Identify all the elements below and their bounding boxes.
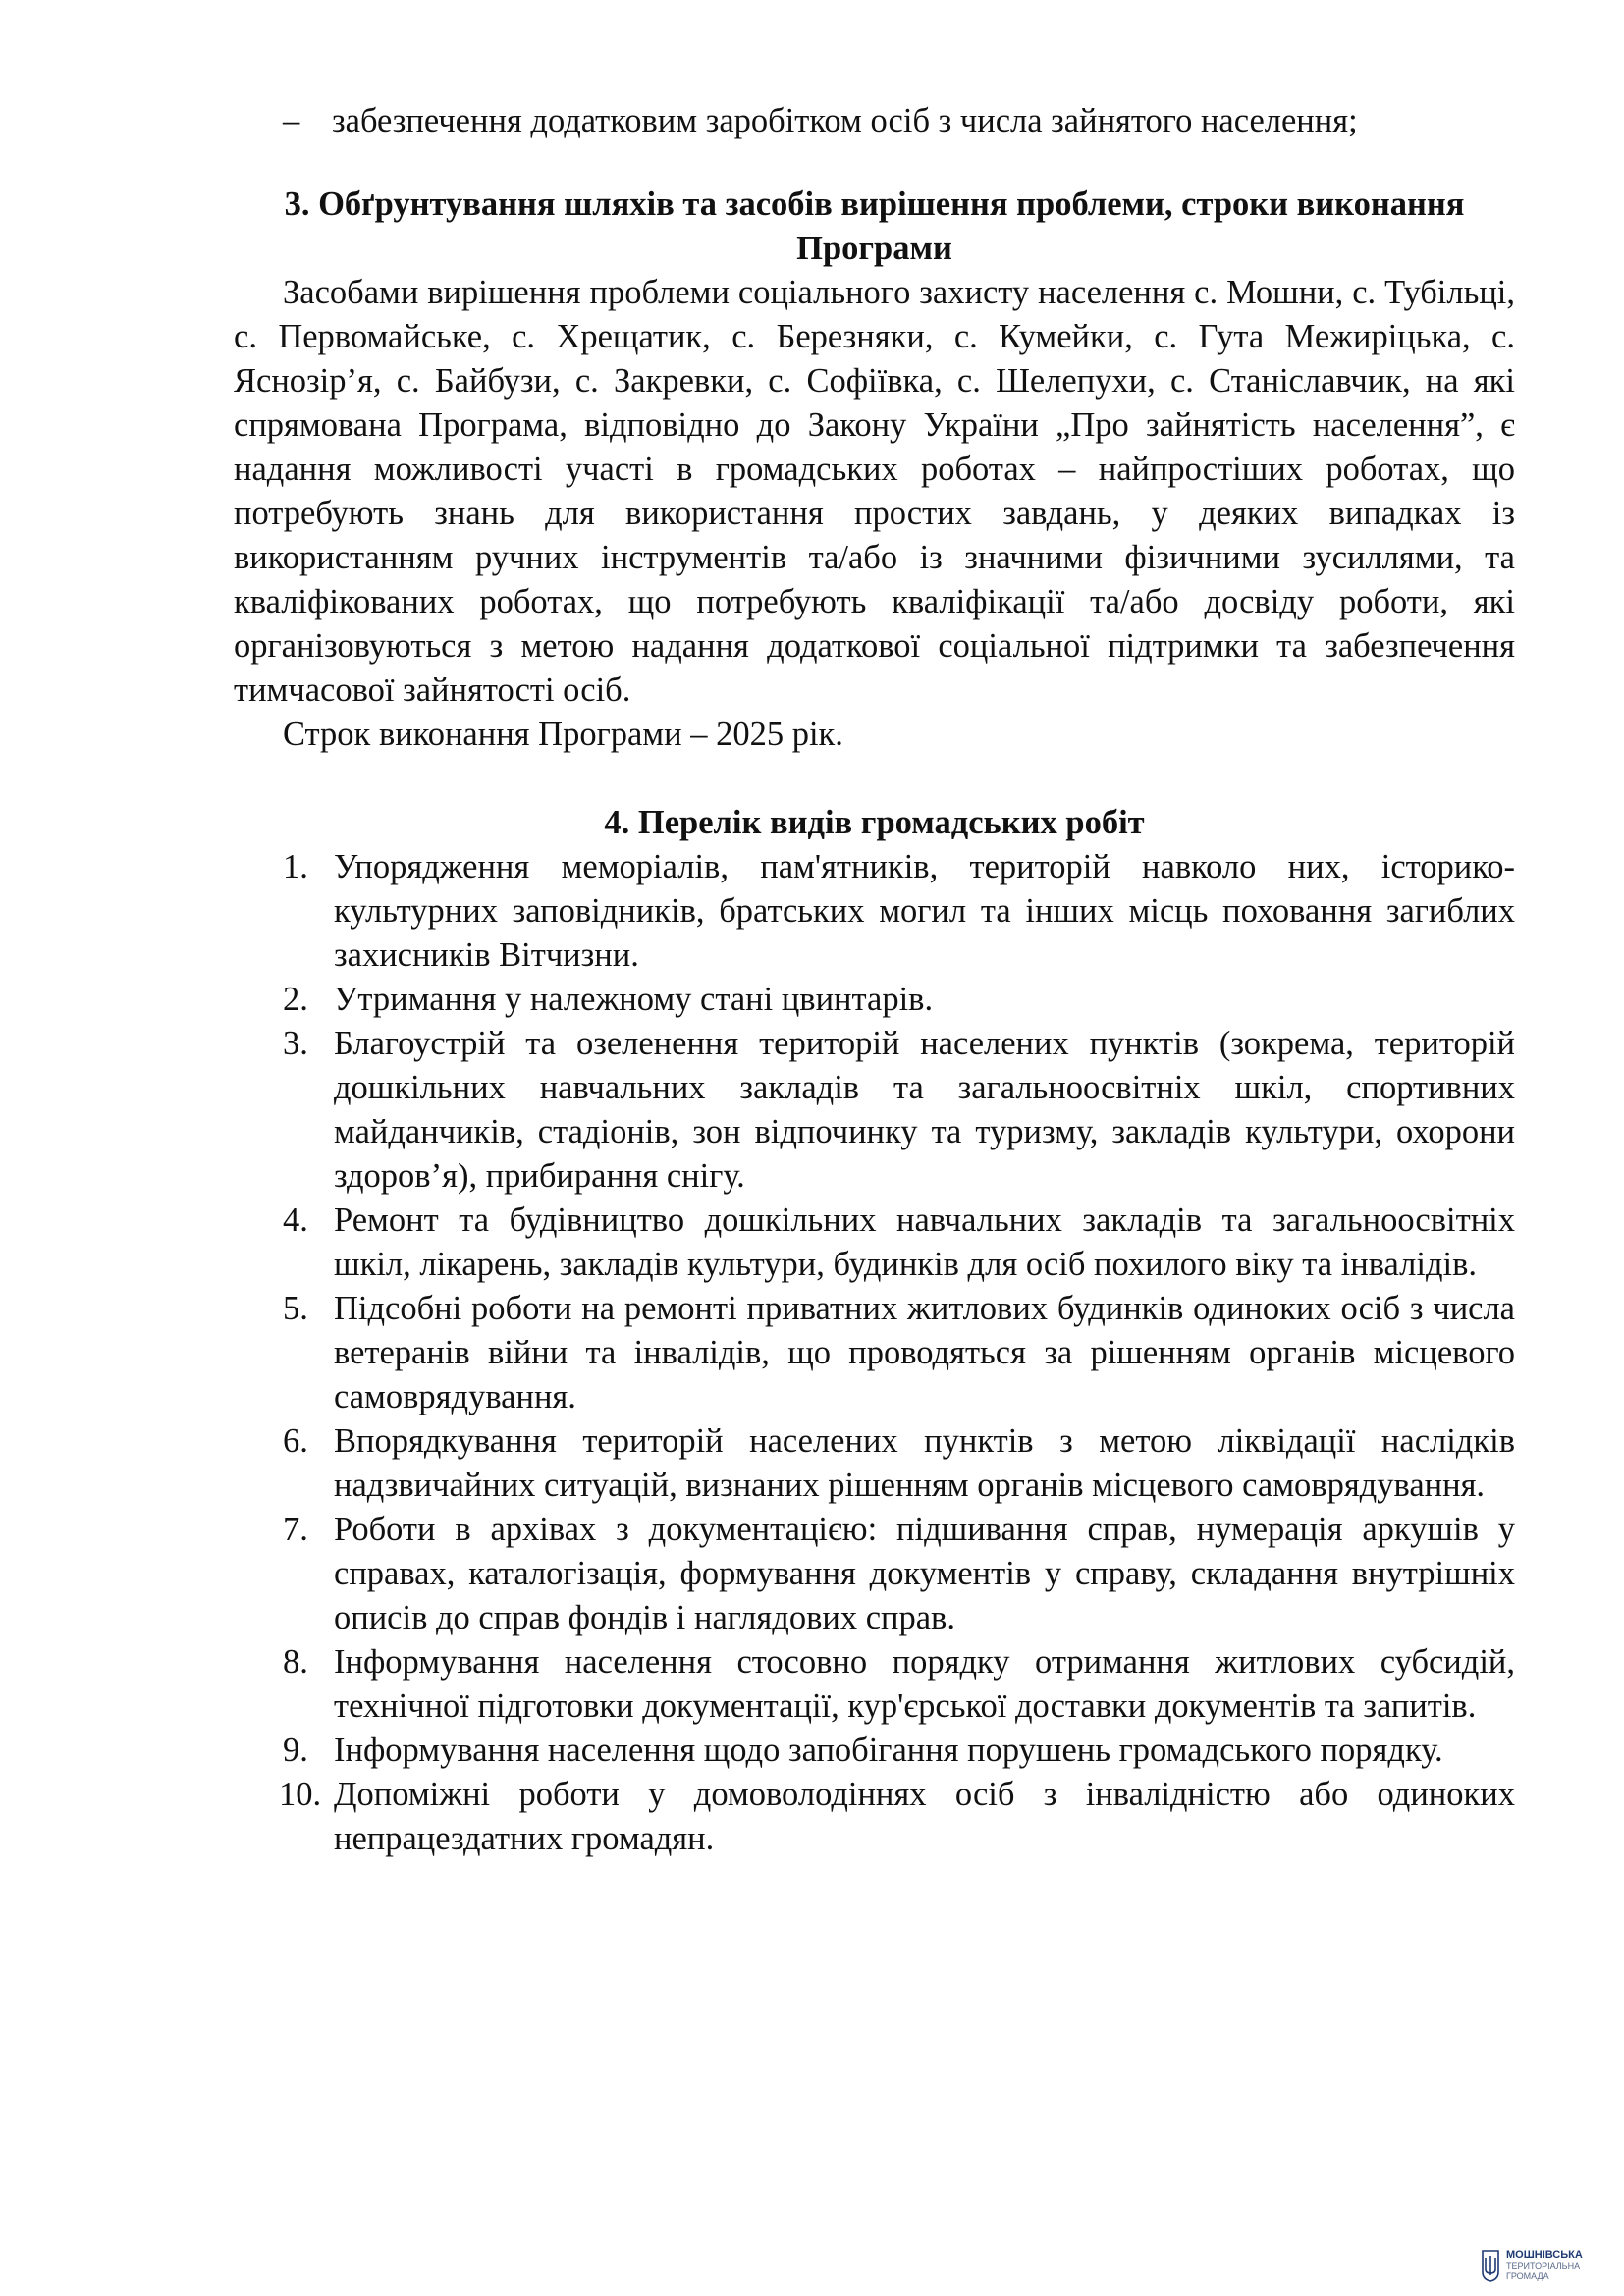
list-item-number: 1.	[283, 848, 308, 885]
list-item-text: Інформування населення стосовно порядку отримання житлових субсидій, технічної підготовки документації, кур'єрської доставки документів та запитів.	[334, 1643, 1515, 1725]
list-item	[234, 1022, 1515, 1199]
list-item-text: Ремонт та будівництво дошкільних навчальних закладів та загальноосвітніх шкіл, лікарень, закладів культури, будинків для осіб похилого віку та інвалідів.	[334, 1201, 1515, 1283]
list-item	[234, 1419, 1515, 1508]
list-item	[234, 1287, 1515, 1419]
list-item	[234, 1773, 1515, 1861]
intro-item-text: забезпечення додатковим заробітком осіб з числа зайнятого населення;	[332, 102, 1358, 139]
list-item-text: Підсобні роботи на ремонті приватних житлових будинків одиноких осіб з числа ветеранів війни та інвалідів, що проводяться за рішенням органів місцевого самоврядування.	[334, 1290, 1515, 1415]
list-item-text: Допоміжні роботи у домоволодіннях осіб з інвалідністю або одиноких непрацездатних громадян.	[334, 1776, 1515, 1857]
list-item	[234, 1508, 1515, 1640]
dash-marker: –	[283, 102, 300, 139]
list-item	[234, 1640, 1515, 1729]
section-4-heading: 4. Перелік видів громадських робіт	[604, 804, 1145, 841]
list-item-number: 4.	[283, 1201, 308, 1239]
list-item-text: Інформування населення щодо запобігання порушень громадського порядку.	[334, 1732, 1443, 1769]
logo-line-2: ТЕРИТОРІАЛЬНА	[1506, 2260, 1581, 2270]
section-3-paragraph: Засобами вирішення проблеми соціального захисту населення с. Мошни, с. Тубільці, с. Первомайське, с. Хрещатик, с. Березняки, с. Кумейки, с. Гута Межиріцька, с. Яснозір’я, с. Байбузи, с. Закревки, с. Софіївка, с. Шелепухи, с. Станіславчик, на які спрямована Програма, відповідно до Закону України „Про зайнятість населення”, є надання можливості участі в громадських роботах – найпростіших роботах, що потребують знань для використання простих завдань, у деяких випадках із використанням ручних інструментів та/або із значними фізичними зусиллями, та кваліфікованих роботах, що потребують кваліфікації та/або досвіду роботи, які організовуються з метою надання додаткової соціальної підтримки та забезпечення тимчасової зайнятості осіб.	[234, 274, 1515, 709]
community-logo	[1481, 2241, 1618, 2290]
public-works-list	[234, 845, 1515, 1861]
list-item-number: 7.	[283, 1511, 308, 1548]
section-3-heading: 3. Обґрунтування шляхів та засобів вирішення проблеми, строки виконання Програми	[284, 186, 1465, 267]
list-item-text: Благоустрій та озеленення територій населених пунктів (зокрема, територій дошкільних навчальних закладів та загальноосвітніх шкіл, спортивних майданчиків, стадіонів, зон відпочинку та туризму, закладів культури, охорони здоров’я), прибирання снігу.	[334, 1025, 1515, 1195]
intro-list-item	[234, 99, 1515, 143]
list-item	[234, 845, 1515, 978]
list-item-number: 9.	[283, 1732, 308, 1769]
logo-text	[1506, 2250, 1583, 2282]
list-item-number: 2.	[283, 981, 308, 1018]
list-item-text: Роботи в архівах з документацією: підшивання справ, нумерація аркушів у справах, каталогізація, формування документів у справу, складання внутрішніх описів до справ фондів і наглядових справ.	[334, 1511, 1515, 1636]
document-page	[234, 99, 1515, 1861]
program-term: Строк виконання Програми – 2025 рік.	[283, 716, 843, 753]
list-item-number: 3.	[283, 1025, 308, 1062]
list-item-number: 8.	[283, 1643, 308, 1681]
logo-line-1: МОШНІВСЬКА	[1506, 2248, 1583, 2261]
logo-line-3: ГРОМАДА	[1506, 2270, 1549, 2281]
list-item	[234, 1199, 1515, 1287]
list-item	[234, 978, 1515, 1022]
list-item-number: 10.	[279, 1776, 322, 1813]
trident-emblem-icon	[1481, 2249, 1500, 2282]
list-item-text: Упорядження меморіалів, пам'ятників, територій навколо них, історико-культурних заповідників, братських могил та інших місць поховання загиблих захисників Вітчизни.	[334, 848, 1515, 974]
list-item-text: Утримання у належному стані цвинтарів.	[334, 981, 934, 1018]
list-item	[234, 1729, 1515, 1773]
list-item-number: 5.	[283, 1290, 308, 1327]
list-item-number: 6.	[283, 1422, 308, 1460]
list-item-text: Впорядкування територій населених пунктів з метою ліквідації наслідків надзвичайних ситуацій, визнаних рішенням органів місцевого самоврядування.	[334, 1422, 1515, 1504]
